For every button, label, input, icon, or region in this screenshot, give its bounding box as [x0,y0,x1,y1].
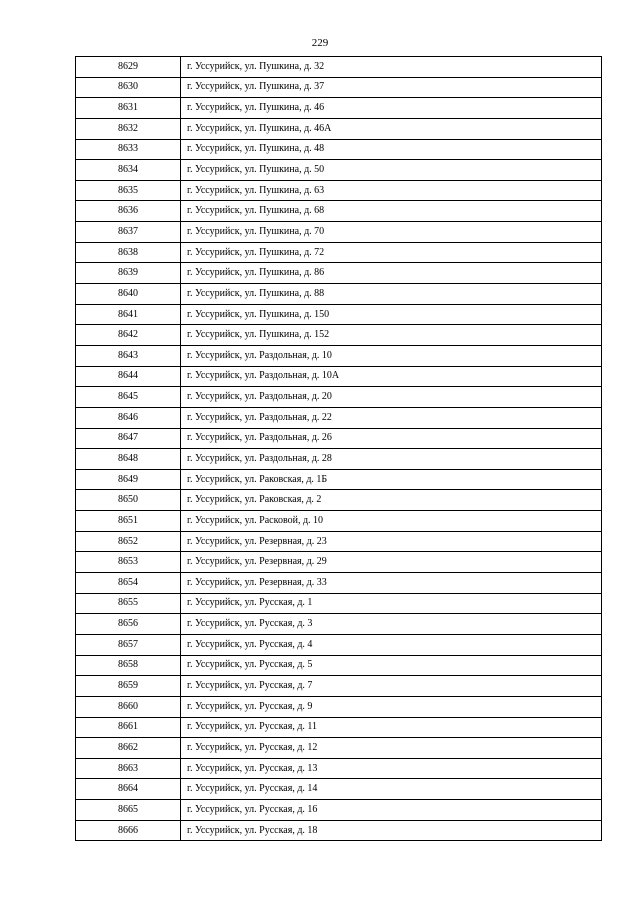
address-cell: г. Уссурийск, ул. Пушкина, д. 63 [181,180,602,201]
row-number-cell: 8652 [76,531,181,552]
table-row [76,676,602,697]
address-cell: г. Уссурийск, ул. Пушкина, д. 68 [181,201,602,222]
table-row [76,696,602,717]
address-cell: г. Уссурийск, ул. Русская, д. 16 [181,800,602,821]
row-number-cell: 8641 [76,304,181,325]
row-number-cell: 8665 [76,800,181,821]
address-cell: г. Уссурийск, ул. Русская, д. 11 [181,717,602,738]
table-row [76,573,602,594]
table-row [76,304,602,325]
row-number-cell: 8666 [76,820,181,841]
row-number-cell: 8639 [76,263,181,284]
row-number-cell: 8653 [76,552,181,573]
address-cell: г. Уссурийск, ул. Русская, д. 4 [181,634,602,655]
address-cell: г. Уссурийск, ул. Русская, д. 5 [181,655,602,676]
table-row [76,428,602,449]
table-row [76,531,602,552]
row-number-cell: 8663 [76,758,181,779]
address-cell: г. Уссурийск, ул. Русская, д. 3 [181,614,602,635]
table-row [76,490,602,511]
row-number-cell: 8644 [76,366,181,387]
row-number-cell: 8638 [76,242,181,263]
row-number-cell: 8634 [76,160,181,181]
row-number-cell: 8648 [76,449,181,470]
address-cell: г. Уссурийск, ул. Пушкина, д. 152 [181,325,602,346]
table-row [76,738,602,759]
table-row [76,366,602,387]
table-row [76,201,602,222]
address-cell: г. Уссурийск, ул. Русская, д. 18 [181,820,602,841]
row-number-cell: 8654 [76,573,181,594]
row-number-cell: 8637 [76,222,181,243]
table-row [76,655,602,676]
table-row [76,717,602,738]
table-row [76,77,602,98]
row-number-cell: 8659 [76,676,181,697]
row-number-cell: 8633 [76,139,181,160]
table-row [76,800,602,821]
table-row [76,511,602,532]
address-cell: г. Уссурийск, ул. Пушкина, д. 37 [181,77,602,98]
table-row [76,222,602,243]
address-cell: г. Уссурийск, ул. Пушкина, д. 72 [181,242,602,263]
row-number-cell: 8664 [76,779,181,800]
table-row [76,758,602,779]
table-row [76,552,602,573]
address-cell: г. Уссурийск, ул. Пушкина, д. 86 [181,263,602,284]
address-table-body [76,57,602,841]
table-row [76,118,602,139]
row-number-cell: 8635 [76,180,181,201]
table-row [76,57,602,78]
row-number-cell: 8629 [76,57,181,78]
table-row [76,387,602,408]
row-number-cell: 8661 [76,717,181,738]
row-number-cell: 8655 [76,593,181,614]
table-row [76,634,602,655]
address-table [75,56,602,841]
address-cell: г. Уссурийск, ул. Раковская, д. 2 [181,490,602,511]
table-row [76,469,602,490]
address-cell: г. Уссурийск, ул. Резервная, д. 33 [181,573,602,594]
address-cell: г. Уссурийск, ул. Раздольная, д. 26 [181,428,602,449]
row-number-cell: 8636 [76,201,181,222]
address-cell: г. Уссурийск, ул. Расковой, д. 10 [181,511,602,532]
address-cell: г. Уссурийск, ул. Пушкина, д. 46А [181,118,602,139]
address-cell: г. Уссурийск, ул. Пушкина, д. 50 [181,160,602,181]
address-cell: г. Уссурийск, ул. Пушкина, д. 32 [181,57,602,78]
row-number-cell: 8646 [76,407,181,428]
table-row [76,449,602,470]
address-cell: г. Уссурийск, ул. Раздольная, д. 10 [181,345,602,366]
table-row [76,98,602,119]
table-row [76,820,602,841]
row-number-cell: 8649 [76,469,181,490]
row-number-cell: 8662 [76,738,181,759]
address-cell: г. Уссурийск, ул. Русская, д. 12 [181,738,602,759]
address-cell: г. Уссурийск, ул. Пушкина, д. 150 [181,304,602,325]
row-number-cell: 8643 [76,345,181,366]
table-row [76,242,602,263]
address-cell: г. Уссурийск, ул. Русская, д. 9 [181,696,602,717]
address-cell: г. Уссурийск, ул. Пушкина, д. 48 [181,139,602,160]
row-number-cell: 8658 [76,655,181,676]
row-number-cell: 8656 [76,614,181,635]
address-cell: г. Уссурийск, ул. Раздольная, д. 20 [181,387,602,408]
row-number-cell: 8651 [76,511,181,532]
row-number-cell: 8660 [76,696,181,717]
address-cell: г. Уссурийск, ул. Русская, д. 13 [181,758,602,779]
address-cell: г. Уссурийск, ул. Пушкина, д. 70 [181,222,602,243]
row-number-cell: 8631 [76,98,181,119]
address-cell: г. Уссурийск, ул. Русская, д. 1 [181,593,602,614]
address-cell: г. Уссурийск, ул. Русская, д. 14 [181,779,602,800]
page-number: 229 [311,37,329,49]
table-row [76,345,602,366]
table-row [76,593,602,614]
address-cell: г. Уссурийск, ул. Раздольная, д. 22 [181,407,602,428]
address-cell: г. Уссурийск, ул. Раздольная, д. 10А [181,366,602,387]
row-number-cell: 8657 [76,634,181,655]
table-row [76,407,602,428]
row-number-cell: 8632 [76,118,181,139]
address-cell: г. Уссурийск, ул. Резервная, д. 29 [181,552,602,573]
row-number-cell: 8642 [76,325,181,346]
table-row [76,779,602,800]
row-number-cell: 8630 [76,77,181,98]
address-cell: г. Уссурийск, ул. Пушкина, д. 46 [181,98,602,119]
table-row [76,284,602,305]
table-row [76,180,602,201]
row-number-cell: 8647 [76,428,181,449]
row-number-cell: 8645 [76,387,181,408]
address-cell: г. Уссурийск, ул. Пушкина, д. 88 [181,284,602,305]
address-cell: г. Уссурийск, ул. Раздольная, д. 28 [181,449,602,470]
address-cell: г. Уссурийск, ул. Русская, д. 7 [181,676,602,697]
row-number-cell: 8650 [76,490,181,511]
table-row [76,325,602,346]
table-row [76,139,602,160]
table-row [76,160,602,181]
table-row [76,263,602,284]
address-cell: г. Уссурийск, ул. Резервная, д. 23 [181,531,602,552]
row-number-cell: 8640 [76,284,181,305]
table-row [76,614,602,635]
address-cell: г. Уссурийск, ул. Раковская, д. 1Б [181,469,602,490]
